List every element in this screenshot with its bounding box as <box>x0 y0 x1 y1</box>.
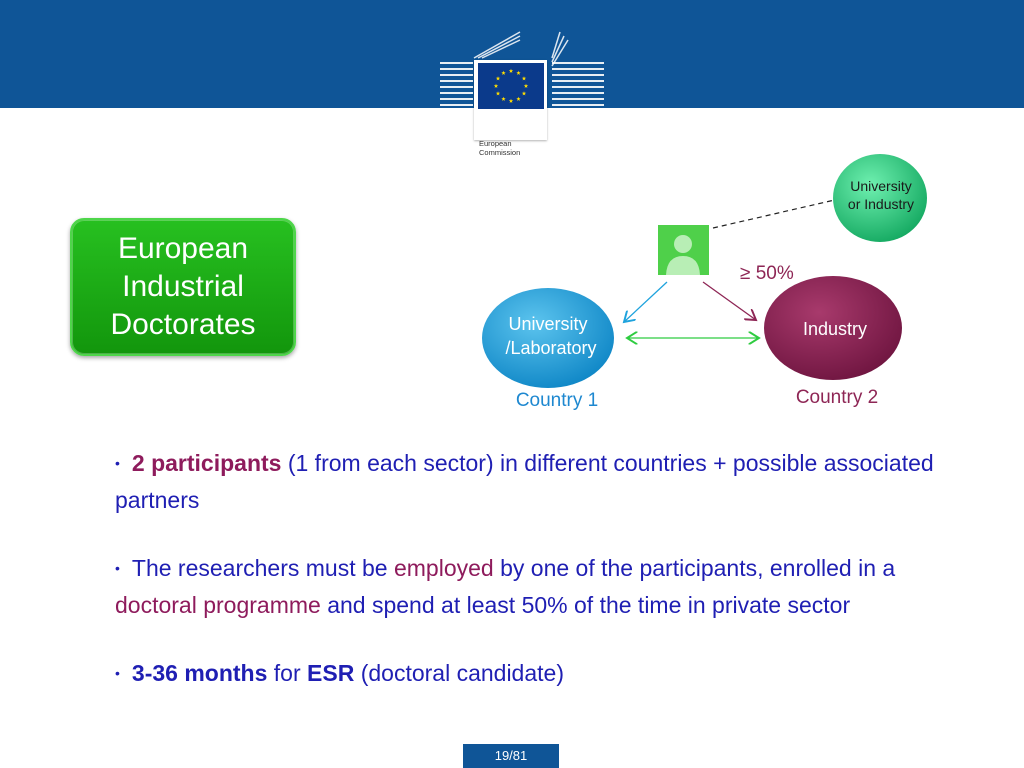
bullet2-text1: The researchers must be <box>131 555 394 581</box>
country2-label: Country 2 <box>795 387 879 408</box>
logo-text-line1: European <box>479 139 512 148</box>
person-icon <box>658 225 709 275</box>
partner-node-label-line2: or Industry <box>847 196 915 212</box>
bullet3-rest: (doctoral candidate) <box>354 660 564 686</box>
bullet-duration <box>115 656 935 693</box>
bullet3-esr: ESR <box>307 660 355 686</box>
university-node-label-line1: University <box>508 314 588 334</box>
page-number: 19/81 <box>463 744 559 768</box>
bullet1-rest: (1 from each sector) in different countries + possible associated partners <box>115 450 934 513</box>
arrow-to-industry <box>703 282 756 320</box>
percent-label: ≥ 50% <box>740 263 794 284</box>
bullet2-employed: employed <box>393 555 494 581</box>
title-box-text: European Industrial Doctorates <box>110 232 256 341</box>
bullet-participants <box>115 446 935 517</box>
bullet2-text3: by one of the participants, enrolled in a <box>493 555 896 581</box>
country1-label: Country 1 <box>515 390 599 411</box>
bullet2-doctoral-programme: doctoral programme <box>115 592 321 618</box>
bullet3-for: for <box>267 660 308 686</box>
bullet2-text5: and spend at least 50% of the time in private sector <box>320 592 851 618</box>
partner-node-label-line1: University <box>850 178 912 194</box>
bullet-dot: • <box>115 455 120 471</box>
bullet-dot: • <box>115 665 120 681</box>
logo-text-line2: Commission <box>479 148 521 157</box>
bullet1-bold: 2 participants <box>131 450 282 476</box>
bullet-dot: • <box>115 560 120 576</box>
arrow-to-university <box>624 282 667 322</box>
bullet-list <box>115 446 935 693</box>
industry-node-label: Industry <box>802 319 868 339</box>
arrow-to-partner <box>713 196 852 228</box>
bullet-researchers <box>115 551 935 622</box>
bullet3-months: 3-36 months <box>131 660 268 686</box>
university-node-label-line2: /Laboratory <box>505 338 597 358</box>
